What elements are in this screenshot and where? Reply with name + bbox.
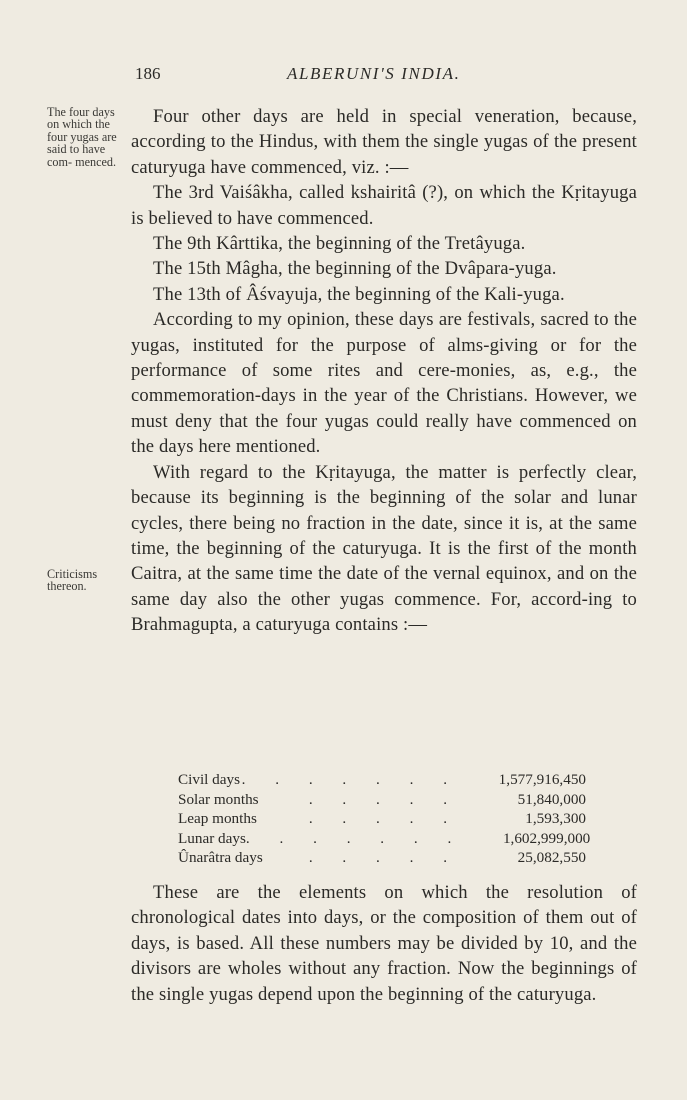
table-row [178,770,586,790]
table-row [178,790,586,810]
paragraph-opinion: According to my opinion, these days are festivals, sacred to the yugas, instituted for the purpose of alms-giving or for the performance of some rites and cere-monies, as, e.g., the commemoration-days in the year of the Christians. However, we must deny that the four yugas could really have commenced on the days here mentioned. [131,309,637,458]
main-text [131,104,637,638]
paragraph-kritayuga-date: The 3rd Vaiśâkha, called kshairitâ (?), on which the Kṛitayuga is believed to have commenced. [131,182,637,229]
table-label: Leap months [178,810,257,828]
table-label: Solar months [178,790,259,808]
table-value: 25,082,550 [517,849,586,867]
table-value: 51,840,000 [517,790,586,808]
caturyuga-table [178,770,591,868]
paragraph-elements: These are the elements on which the resolution of chronological dates into days, or the composition of them out of days, is based. All these numbers may be divided by 10, and the divisors are wholes without any fraction. Now the beginnings of the single yugas depend upon the beginning of the caturyuga. [131,882,637,1005]
table-leader-dots: . . . . . [308,790,460,808]
table-leader-dots: . . . . . . . [241,771,460,788]
paragraph-criticism: With regard to the Kṛitayuga, the matter is perfectly clear, because its beginning is the beginning of the solar and lunar cycles, there being no fraction in the date, since it is, at the same time, the beginning of the caturyuga. It is the first of the month Caitra, at the same time the date of the vernal equinox, and on the same day also the other yugas commence. For, accord-ing to Brahmagupta, a caturyuga contains :— [131,461,637,636]
paragraph-kaliyuga-date: The 13th of Âśvayuja, the beginning of the Kali-yuga. [153,283,565,305]
margin-note-four-days: The four days on which the four yugas are said to have com- menced. [47,105,117,169]
table-label: Ûnarâtra days [178,849,263,867]
paragraph-tretayuga-date: The 9th Kârttika, the beginning of the Tretâyuga. [153,233,526,255]
table-label: Lunar days [178,829,246,847]
table-row [178,829,591,849]
table-value: 1,577,916,450 [498,771,586,788]
table-value: 1,593,300 [525,810,586,828]
table-leader-dots: . . . . . [308,810,460,828]
main-text-continued [131,880,637,1007]
table-value: 1,602,999,000 [502,829,591,847]
table-row [178,809,586,829]
table-label: Civil days [178,771,241,788]
table-leader-dots: . . . . . . . [245,829,465,847]
page-header [131,64,637,90]
running-title: ALBERUNI'S INDIA. [287,64,461,83]
margin-note-criticisms: Criticisms thereon. [47,567,98,594]
paragraph-intro: Four other days are held in special veneration, because, according to the Hindus, with them the single yugas of the present caturyuga have commenced, viz. :— [131,106,637,178]
table-leader-dots: . . . . . [308,849,460,867]
page-number: 186 [135,64,161,83]
paragraph-dvaparayuga-date: The 15th Mâgha, the beginning of the Dvâpara-yuga. [153,258,557,280]
table-row [178,848,586,868]
